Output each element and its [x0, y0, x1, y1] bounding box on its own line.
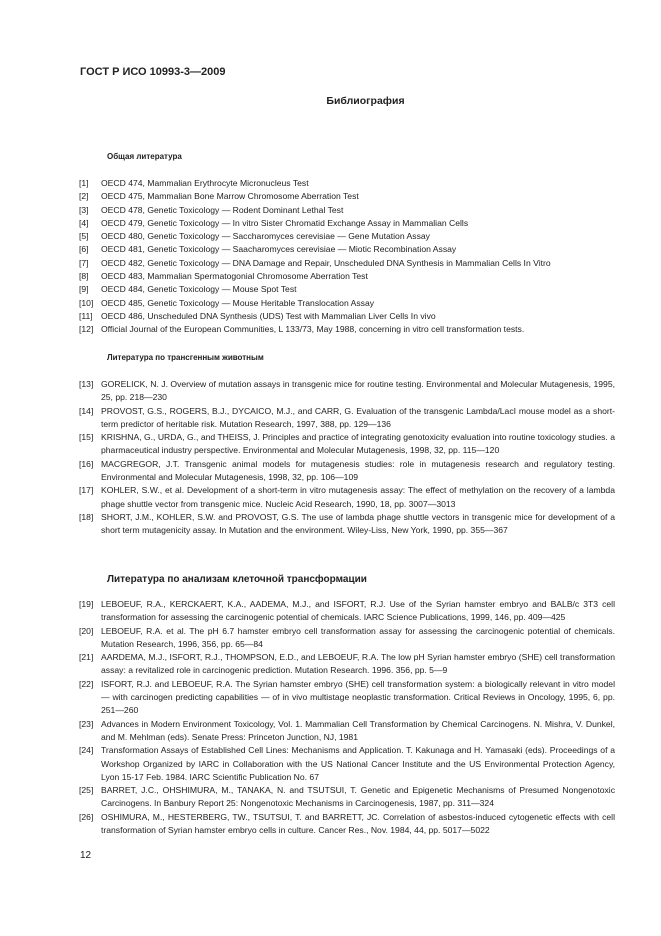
- reference-number: [25]: [79, 785, 94, 796]
- reference-number: [15]: [79, 432, 94, 443]
- reference-text: MACGREGOR, J.T. Transgenic animal models for mutagenesis studies: role in mutagenesis research and regulatory testing. Environmental and Molecular Mutagenesis, 1998, 32, pp. 106—109: [101, 458, 615, 483]
- reference-number: [21]: [79, 652, 94, 663]
- reference-item: [79, 283, 615, 296]
- reference-number: [22]: [79, 678, 94, 689]
- reference-text: OECD 475, Mammalian Bone Marrow Chromosome Aberration Test: [101, 191, 359, 202]
- reference-item: [79, 323, 615, 336]
- reference-number: [24]: [79, 745, 94, 756]
- reference-number: [26]: [79, 811, 94, 822]
- reference-number: [12]: [79, 324, 94, 335]
- reference-text: Advances in Modern Environment Toxicology, Vol. 1. Mammalian Cell Transformation by Chemical Carcinogens. N. Mishra, V. Dunkel, and M. Mehlman (eds). Senate Press: Princeton Junction, NJ, 1981: [101, 718, 615, 742]
- reference-text: OECD 474, Mammalian Erythrocyte Micronucleus Test: [101, 178, 309, 188]
- document-code: ГОСТ Р ИСО 10993-3—2009: [80, 66, 226, 78]
- section-heading-transgenic: Литература по трансгенным животным: [107, 353, 264, 362]
- reference-text: OECD 480, Genetic Toxicology — Saccharomyces cerevisiae — Gene Mutation Assay: [101, 231, 430, 242]
- reference-number: [14]: [79, 405, 94, 416]
- reference-item: [79, 784, 615, 811]
- reference-item: [79, 297, 615, 310]
- reference-text: OECD 484, Genetic Toxicology — Mouse Spot Test: [101, 284, 297, 295]
- reference-number: [10]: [79, 297, 94, 308]
- reference-text: GORELICK, N. J. Overview of mutation assays in transgenic mice for routine testing. Environmental and Molecular Mutagenesis, 1995, 25, pp. 218—230: [101, 379, 615, 403]
- reference-list-transgenic: [79, 378, 615, 538]
- reference-item: [79, 598, 615, 625]
- reference-item: [79, 217, 615, 230]
- reference-text: OECD 478, Genetic Toxicology — Rodent Dominant Lethal Test: [101, 204, 344, 215]
- reference-text: KRISHNA, G., URDA, G., and THEISS, J. Principles and practice of integrating genotoxicity evaluation into routine toxicology studies. a pharmaceutical industry perspective. Environmental and Molecular Mutagenesis, 1998, 32, pp. 115—120: [101, 432, 615, 456]
- reference-item: [79, 625, 615, 652]
- reference-item: [79, 257, 615, 270]
- reference-item: [79, 378, 615, 405]
- reference-item: [79, 270, 615, 283]
- reference-number: [6]: [79, 244, 89, 255]
- reference-item: [79, 811, 615, 838]
- page-number: 12: [80, 850, 92, 861]
- reference-text: BARRET, J.C., OHSHIMURA, M., TANAKA, N. and TSUTSUI, T. Genetic and Epigenetic Mechanisms of Presumed Nongenotoxic Carcinogens. In Banbury Report 25: Nongenotoxic Mechanisms in Carcinogenesis, 1987, pp. 311—324: [101, 785, 615, 809]
- section-heading-cell-transformation: Литература по анализам клеточной трансформации: [107, 574, 367, 585]
- reference-item: [79, 484, 615, 511]
- reference-number: [19]: [79, 599, 94, 609]
- reference-number: [23]: [79, 718, 94, 729]
- reference-item: [79, 204, 615, 217]
- reference-item: [79, 651, 615, 678]
- reference-item: [79, 744, 615, 784]
- reference-text: OECD 486, Unscheduled DNA Synthesis (UDS) Test with Mammalian Liver Cells In vivo: [101, 310, 436, 321]
- reference-number: [1]: [79, 178, 89, 188]
- reference-number: [9]: [79, 284, 89, 295]
- reference-item: [79, 230, 615, 243]
- reference-number: [5]: [79, 231, 89, 242]
- reference-number: [8]: [79, 271, 89, 282]
- reference-number: [3]: [79, 204, 89, 215]
- reference-text: ISFORT, R.J. and LEBOEUF, R.A. The Syrian hamster embryo (SHE) cell transformation system: a biologically relevant in vitro model — with carcinogen predicting capabilities — of in vivo multistage neoplastic transformation. Critical Reviews in Oncology, 1995, 6, pp. 251—260: [101, 678, 615, 716]
- reference-item: [79, 190, 615, 203]
- reference-text: OECD 479, Genetic Toxicology — In vitro Sister Chromatid Exchange Assay in Mammalian Cells: [101, 217, 469, 228]
- reference-text: LEBOEUF, R.A. et al. The pH 6.7 hamster embryo cell transformation assay for assessing the carcinogenic potential of chemicals. Mutation Research, 1996, 356, pp. 65—84: [101, 625, 615, 649]
- reference-text: LEBOEUF, R.A., KERCKAERT, K.A., AADEMA, M.J., and ISFORT, R.J. Use of the Syrian hamster embryo and BALB/c 3T3 cell transformation for assessing the carcinogenic potential of chemicals. IARC Science Publications, 1999, 146, pp. 409—425: [101, 599, 615, 623]
- reference-item: [79, 678, 615, 718]
- reference-number: [7]: [79, 257, 89, 268]
- reference-item: [79, 243, 615, 256]
- reference-item: [79, 718, 615, 745]
- reference-item: [79, 458, 615, 485]
- reference-number: [16]: [79, 458, 94, 469]
- section-heading-general: Общая литература: [107, 152, 182, 161]
- reference-text: AARDEMA, M.J., ISFORT, R.J., THOMPSON, E.D., and LEBOEUF, R.A. The low pH Syrian hamster embryo (SHE) cell transformation assay: a revitalized role in carcinogenic prediction. Mutation Research. 1996. 356, pp. 5—9: [101, 652, 615, 676]
- reference-item: [79, 310, 615, 323]
- reference-item: [79, 511, 615, 538]
- reference-list-general: [79, 177, 615, 337]
- reference-number: [18]: [79, 511, 94, 522]
- reference-text: OSHIMURA, M., HESTERBERG, TW., TSUTSUI, T. and BARRETT, JC. Correlation of asbestos-induced cytogenetic effects with cell transformation of Syrian hamster embryo cells in culture. Cancer Res., Nov. 1984, 44, pp. 5017—5022: [101, 811, 615, 836]
- reference-number: [2]: [79, 191, 89, 202]
- reference-list-cell-transformation: [79, 598, 615, 837]
- reference-number: [11]: [79, 310, 93, 321]
- page-title: Библиография: [326, 95, 405, 107]
- reference-item: [79, 405, 615, 432]
- reference-text: Official Journal of the European Communities, L 133/73, May 1988, concerning in vitro cell transformation tests.: [101, 324, 525, 335]
- reference-text: Transformation Assays of Established Cell Lines: Mechanisms and Application. T. Kakunaga and H. Yamasaki (eds). Proceedings of a Workshop Organized by IARC in Collaboration with the US National Cancer Institute and the US Environmental Protection Agency, Lyon 15-17 Feb. 1984. IARC Scientific Publication No. 67: [101, 745, 615, 782]
- reference-item: [79, 431, 615, 458]
- reference-text: SHORT, J.M., KOHLER, S.W. and PROVOST, G.S. The use of lambda phage shuttle vectors in transgenic mice for development of a short term mutagenicity assay. In Mutation and the environment. Wiley-Liss, New York, 1990, pp. 355—367: [101, 511, 615, 536]
- reference-item: [79, 177, 615, 190]
- reference-number: [4]: [79, 217, 89, 228]
- reference-text: KOHLER, S.W., et al. Development of a short-term in vitro mutagenesis assay: The effect of methylation on the recovery of a lambda phage shuttle vector from transgenic mice. Nucleic Acid Research, 1990, 18, pp. 3007—3013: [101, 485, 615, 509]
- reference-text: OECD 481, Genetic Toxicology — Saacharomyces cerevisiae — Miotic Recombination Assay: [101, 244, 457, 255]
- reference-number: [17]: [79, 485, 94, 496]
- reference-text: OECD 483, Mammalian Spermatogonial Chromosome Aberration Test: [101, 271, 368, 282]
- reference-text: OECD 482, Genetic Toxicology — DNA Damage and Repair, Unscheduled DNA Synthesis in Mammalian Cells In Vitro: [101, 257, 551, 268]
- reference-text: PROVOST, G.S., ROGERS, B.J., DYCAICO, M.J., and CARR, G. Evaluation of the transgenic Lambda/LacI mouse model as a short-term predictor of heritable risk. Mutation Research, 1997, 388, pp. 129—136: [101, 405, 615, 429]
- reference-number: [20]: [79, 625, 94, 636]
- reference-text: OECD 485, Genetic Toxicology — Mouse Heritable Translocation Assay: [101, 297, 375, 308]
- reference-number: [13]: [79, 379, 94, 389]
